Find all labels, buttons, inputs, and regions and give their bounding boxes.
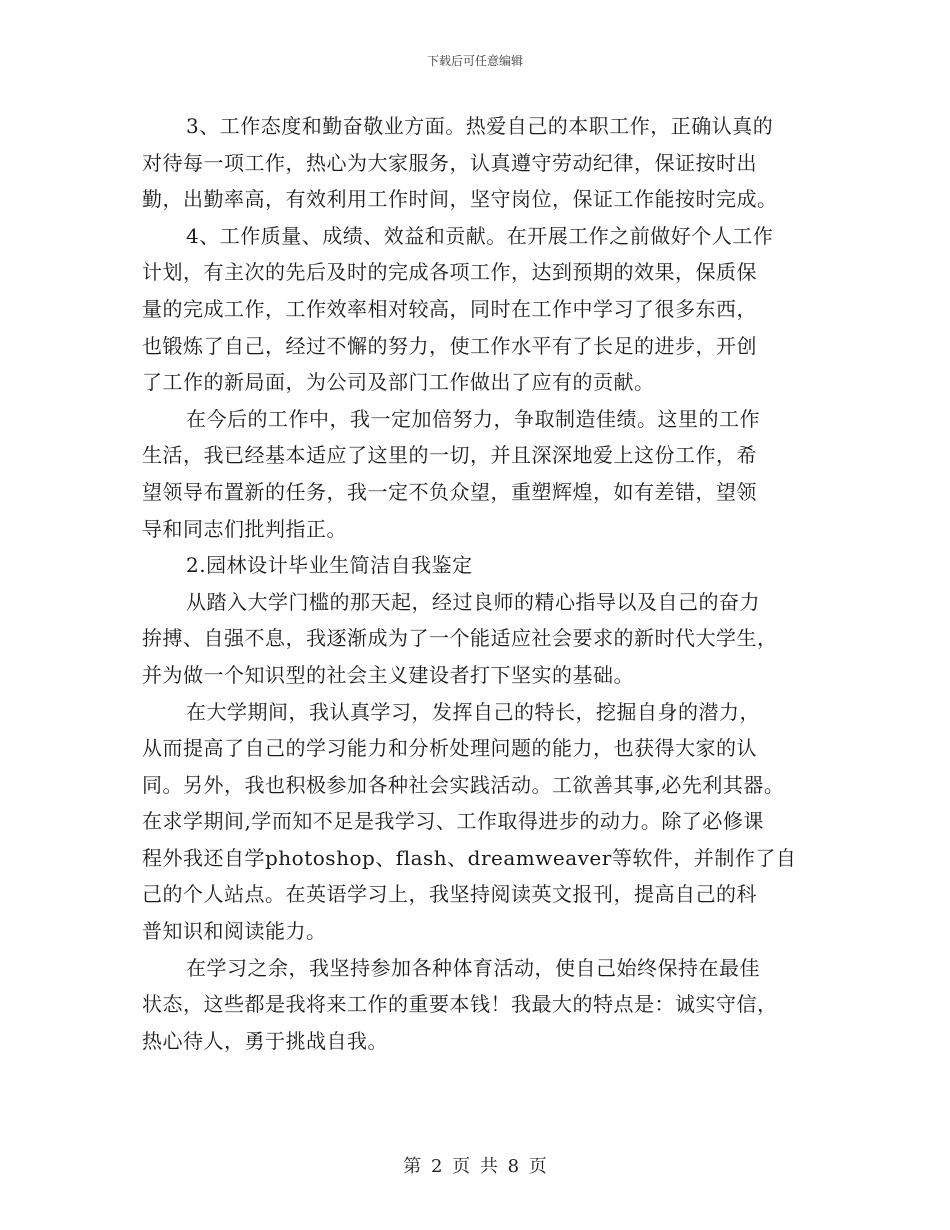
text-line: 从而提高了自己的学习能力和分析处理问题的能力，也获得大家的认 <box>142 736 757 761</box>
text-line: 3、工作态度和勤奋敬业方面。热爱自己的本职工作，正确认真的 <box>186 114 774 138</box>
text-line: 在今后的工作中，我一定加倍努力，争取制造佳绩。这里的工作 <box>186 406 760 431</box>
page-header: 下载后可任意编辑 <box>426 54 523 68</box>
text-line: 状态，这些都是我将来工作的重要本钱！我最大的特点是：诚实守信， <box>142 992 778 1017</box>
text-line: 热心待人，勇于挑战自我。 <box>142 1028 388 1053</box>
text-line: 并为做一个知识型的社会主义建设者打下坚实的基础。 <box>142 662 634 687</box>
text-line: 在大学期间，我认真学习，发挥自己的特长，挖掘自身的潜力， <box>186 699 760 724</box>
page-footer: 第 2 页 共 8 页 <box>403 1156 547 1177</box>
text-line: 计划，有主次的先后及时的完成各项工作，达到预期的效果，保质保 <box>142 260 757 285</box>
text-line: 量的完成工作，工作效率相对较高，同时在工作中学习了很多东西， <box>142 296 757 321</box>
text-line: 同。另外，我也积极参加各种社会实践活动。工欲善其事,必先利其器。 <box>142 772 785 797</box>
text-line: 在学习之余，我坚持参加各种体育活动，使自己始终保持在最佳 <box>186 955 760 980</box>
text-line: 也锻炼了自己，经过不懈的努力，使工作水平有了长足的进步，开创 <box>142 333 757 358</box>
text-line: 4、工作质量、成绩、效益和贡献。在开展工作之前做好个人工作 <box>186 223 774 248</box>
text-line: 己的个人站点。在英语学习上，我坚持阅读英文报刊，提高自己的科 <box>142 882 757 907</box>
text-line: 在求学期间,学而知不足是我学习、工作取得进步的动力。除了必修课 <box>142 809 764 834</box>
document-body <box>142 108 822 1059</box>
text-line: 拚搏、自强不息，我逐渐成为了一个能适应社会要求的新时代大学生， <box>142 626 778 651</box>
text-line: 生活，我已经基本适应了这里的一切，并且深深地爱上这份工作，希 <box>142 443 757 468</box>
text-line: 普知识和阅读能力。 <box>142 919 327 944</box>
text-line: 望领导布置新的任务，我一定不负众望，重塑辉煌，如有差错，望领 <box>142 479 757 504</box>
text-line: 2.园林设计毕业生简洁自我鉴定 <box>186 553 473 578</box>
text-line: 了工作的新局面，为公司及部门工作做出了应有的贡献。 <box>142 370 655 395</box>
text-line: 勤，出勤率高，有效利用工作时间，坚守岗位，保证工作能按时完成。 <box>142 187 778 212</box>
text-line: 对待每一项工作，热心为大家服务，认真遵守劳动纪律，保证按时出 <box>142 150 757 175</box>
text-line: 导和同志们批判指正。 <box>142 516 347 541</box>
text-line: 程外我还自学photoshop、flash、dreamweaver等软件，并制作了自 <box>142 845 797 870</box>
text-line: 从踏入大学门槛的那天起，经过良师的精心指导以及自己的奋力 <box>186 589 760 614</box>
